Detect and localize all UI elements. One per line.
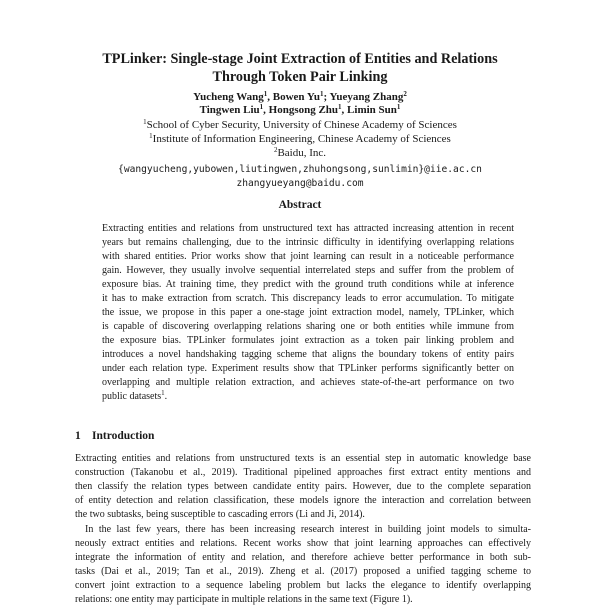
abstract-line: the exposure bias. TPLinker formulates joint extraction as a token pair linking problem and <box>102 335 514 346</box>
body-line: In the last few years, there has been increasing research interest in building joint models to simulta- <box>85 524 531 535</box>
author-line-2: Tingwen Liu$^1$, Hongsong Zhu$^1$, Limin Sun$^1$ <box>199 103 401 116</box>
abstract-heading: Abstract <box>278 199 322 211</box>
affiliation-2: $^1$Institute of Information Engineering, Chinese Academy of Sciences <box>149 132 451 145</box>
body-line: convert joint extraction to a sequence labeling problem but lacks the elegance to identify overlapping <box>75 580 531 591</box>
body-line: construction (Takanobu et al., 2019). Traditional pipelined approaches first extract entity mentions and <box>75 467 531 478</box>
author-name: Bowen Yu <box>272 91 320 103</box>
abstract-line: introduces a novel handshaking tagging scheme that aligns the boundary tokens of entity pairs <box>102 349 514 360</box>
abstract-line: it has to make extraction from scratch. This discrepancy leads to error accumulation. To mitigate <box>102 293 514 304</box>
abstract-line: years but remains challenging, due to the intrinsic difficulty in identifying overlapping relations <box>102 237 514 248</box>
abstract-line: is capable of discovering overlapping relations sharing one or both entities while immune from <box>102 321 514 332</box>
author-name: Limin Sun <box>347 104 397 116</box>
author-line-1: Yucheng Wang$^1$, Bowen Yu$^1$; Yueyang Zhang$^2$ <box>193 90 407 103</box>
affiliation-3: $^2$Baidu, Inc. <box>273 146 327 159</box>
abstract-line: public datasets$^1$. <box>102 389 168 402</box>
abstract-line: overlapping and multiple relation extraction, and achieves state-of-the-art performance on two <box>102 377 514 388</box>
body-line: integrate the information of entity and relation, and therefore achieve better performance in both sub- <box>75 552 531 563</box>
section-heading-introduction: 1 Introduction <box>75 430 155 442</box>
email-line-2: zhangyueyang@baidu.com <box>236 178 364 189</box>
email-line-1: {wangyucheng,yubowen,liutingwen,zhuhongsong,sunlimin}@iie.ac.cn <box>118 164 482 175</box>
abstract-line: Extracting entities and relations from unstructured text has attracted increasing attention in recent <box>102 223 514 234</box>
abstract-line: with shared entities. Prior works show that joint learning can result in a noticeable performance <box>102 251 514 262</box>
paper-title-line-1: TPLinker: Single-stage Joint Extraction of Entities and Relations <box>102 51 498 67</box>
abstract-line: gain. However, they usually involve sequential interrelated steps and suffer from the problem of <box>102 265 514 276</box>
author-name: Yucheng Wang <box>193 91 264 103</box>
body-line: relations: one entity may participate in multiple relations in the same text (Figure 1). <box>75 594 413 605</box>
body-line: tasks (Dai et al., 2019; Tan et al., 2019). Zheng et al. (2017) proposed a unified tagging scheme to <box>75 566 531 577</box>
body-line: neously extract entities and relations. Recent works show that joint learning approaches can effectively <box>75 538 531 549</box>
author-name: Yueyang Zhang <box>329 91 404 103</box>
footnote-mark: 1 <box>161 389 165 397</box>
author-name: Hongsong Zhu <box>268 104 339 116</box>
affiliation-1: $^1$School of Cyber Security, University of Chinese Academy of Sciences <box>143 118 457 131</box>
author-name: Tingwen Liu <box>199 104 260 116</box>
body-line: the two subtasks, being susceptible to cascading errors (Li and Ji, 2014). <box>75 509 365 520</box>
abstract-line: exposure bias. At training time, they predict with the ground truth conditions while at inference <box>102 279 514 290</box>
body-line: Extracting entities and relations from unstructured texts is an essential step in automatic knowledge base <box>75 453 531 464</box>
abstract-line: under each relation type. Experiment results show that TPLinker performs significantly better on <box>102 363 514 374</box>
body-line: then classify the relation types between candidate entity pairs. However, due to the complete separation <box>75 481 531 492</box>
paper-title-line-2: Through Token Pair Linking <box>212 69 388 85</box>
body-line: of entity detection and relation classification, these models ignore the interaction and correlation between <box>75 495 531 506</box>
abstract-line: the issue, we propose in this paper a one-stage joint extraction model, namely, TPLinker, which <box>102 307 514 318</box>
